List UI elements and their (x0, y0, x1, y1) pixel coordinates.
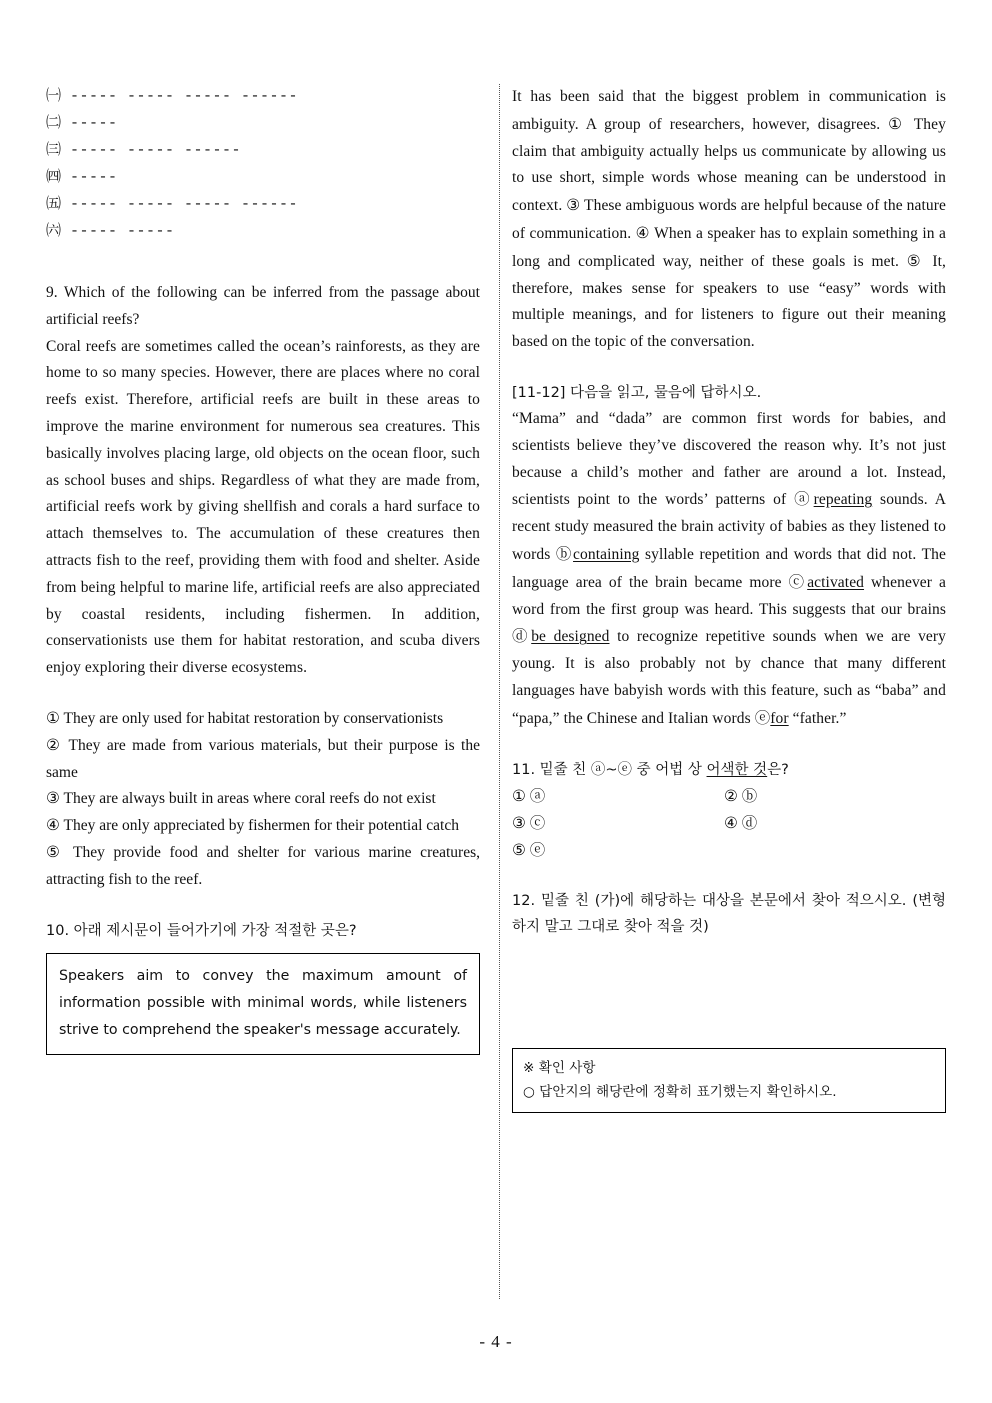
insertion-marker-4[interactable]: ④ (635, 223, 651, 242)
question-11-prompt (512, 757, 946, 783)
question-9-choice-2[interactable]: ② They are made from various materials, but their purpose is the same (46, 736, 480, 781)
blank-dashes-1: ----- ----- ----- ------ (70, 88, 299, 105)
question-11-choice-4[interactable]: ④ ⓓ (724, 814, 758, 832)
question-9-passage: Coral reefs are sometimes called the ocean’s rainforests, as they are home to so many species. However, there are places where no coral reefs exist. Therefore, artificial reefs are built in these areas to improve the marine environment for numerous sea creatures. This basically involves placing large, old objects on the ocean floor, such as school buses and ships. Regardless of what they are made from, artificial reefs work by giving shellfish and corals a hard surface to attach themselves to. The accumulation of these creatures then attracts fish to the reef, providing them with food and shelter. Aside from being helpful to marine life, artificial reefs are also appreciated by coastal residents, including fishermen. In addition, conservationists use them for habitat restoration, and scuba divers enjoy exploring their diverse ecosystems. (46, 337, 480, 677)
question-11-choice-1[interactable]: ① ⓐ (512, 787, 546, 805)
question-10-prompt: 10. 아래 제시문이 들어가기에 가장 적절한 곳은? (46, 922, 357, 939)
question-9-choice-4[interactable]: ④ They are only appreciated by fishermen for their potential catch (46, 817, 459, 835)
question-9-prompt: 9. Which of the following can be inferred from the passage about artificial reefs? (46, 284, 480, 328)
blank-line-item (46, 111, 480, 138)
marker-e: ⓔ (754, 708, 771, 727)
underlined-c: activated (807, 573, 865, 591)
blank-dashes-6: ----- ----- (70, 223, 175, 240)
passage-part-6: “father.” (788, 709, 847, 727)
blank-line-item (46, 138, 480, 165)
question-11-prompt-after: 은? (767, 761, 789, 778)
blank-line-item (46, 84, 480, 111)
insertion-marker-5[interactable]: ⑤ (906, 251, 925, 270)
underlined-d: be designed (531, 628, 610, 646)
ambiguity-text-part-1: It has been said that the biggest problem in communication is ambiguity. A group of researchers, however, disagrees. (512, 88, 946, 133)
blank-line-item (46, 219, 480, 246)
ambiguity-text-part-3: These ambiguous words are helpful because of the nature of communication. (512, 197, 946, 242)
blank-dashes-3: ----- ----- ------ (70, 142, 242, 159)
question-11-prompt-underlined: 어색한 것 (706, 761, 768, 778)
blank-line-item (46, 165, 480, 192)
blank-marker-5: ㈤ (46, 194, 62, 212)
blank-marker-4: ㈣ (46, 167, 62, 185)
ambiguity-text-part-5: It, therefore, makes sense for speakers to use “easy” words with multiple meanings, and for listeners to figure out their meaning based on the topic of the conversation. (512, 252, 946, 351)
section-11-12-header: [11-12] 다음을 읽고, 물음에 답하시오. (512, 384, 762, 401)
underlined-e: for (770, 709, 789, 727)
question-11-choice-2[interactable]: ② ⓑ (724, 787, 758, 805)
notice-item: ○ 답안지의 해당란에 정확히 표기했는지 확인하시오. (523, 1083, 837, 1100)
insertion-marker-3[interactable]: ③ (566, 196, 581, 215)
blank-dashes-5: ----- ----- ----- ------ (70, 196, 299, 213)
question-11-choice-spacer (724, 837, 936, 864)
blank-marker-3: ㈢ (46, 140, 62, 158)
blank-dashes-2: ----- (70, 115, 118, 132)
question-9-choice-3[interactable]: ③ They are always built in areas where coral reefs do not exist (46, 790, 436, 808)
marker-b: ⓑ (555, 544, 574, 563)
right-column (512, 84, 946, 1113)
underlined-b: containing (573, 545, 640, 563)
passage-part-2: sounds. A recent study measured the brain activity of babies as they listened to words (512, 491, 946, 563)
passage-part-4: whenever a word from the first group was heard. This suggests that our brains (512, 573, 946, 618)
page-number: - 4 - (479, 1332, 513, 1351)
marker-c: ⓒ (788, 572, 808, 591)
passage-part-3: syllable repetition and words that did not. The language area of the brain became more (512, 545, 946, 591)
left-column (46, 84, 480, 1055)
question-11-prompt-before: 11. 밑줄 친 ⓐ~ⓔ 중 어법 상 (512, 761, 707, 778)
question-9-choice-1[interactable]: ① They are only used for habitat restoration by conservationists (46, 709, 444, 727)
question-10-box-text: Speakers aim to convey the maximum amount of information possible with minimal words, while listeners strive to comprehend the speaker's message accurately. (59, 967, 467, 1038)
insertion-marker-1[interactable]: ① (888, 114, 907, 133)
confirmation-notice-box (512, 1048, 946, 1113)
blank-marker-1: ㈠ (46, 86, 62, 104)
question-11-choice-3[interactable]: ③ ⓒ (512, 814, 546, 832)
question-11-choice-5[interactable]: ⑤ ⓔ (512, 841, 546, 859)
blank-line-item (46, 192, 480, 219)
ambiguity-passage (512, 84, 946, 356)
ambiguity-text-part-2: They claim that ambiguity actually helps us communicate by allowing us to use short, simple words whose meaning can be understood in context. (512, 115, 946, 215)
blank-answer-lines (46, 84, 480, 246)
marker-a: ⓐ (794, 490, 814, 509)
question-11-choices (512, 783, 946, 864)
blank-marker-6: ㈥ (46, 221, 62, 239)
column-divider (499, 84, 500, 1299)
question-12-prompt: 12. 밑줄 친 (가)에 해당하는 대상을 본문에서 찾아 적으시오. (변형하지 말고 그대로 찾아 적을 것) (512, 892, 946, 935)
passage-part-5: to recognize repetitive sounds when we are very young. It is also probably not by chance that many different languages have babyish words with this feature, such as “baba” and “papa,” the Chinese and Italian words (512, 628, 947, 727)
ambiguity-text-part-4: When a speaker has to explain something in a long and complicated way, neither of these goals is met. (512, 224, 946, 270)
marker-d: ⓓ (512, 627, 532, 646)
question-9-choice-5[interactable]: ⑤ They provide food and shelter for various marine creatures, attracting fish to the reef. (46, 843, 480, 888)
blank-marker-2: ㈡ (46, 113, 62, 131)
passage-part-1: “Mama” and “dada” are common first words for babies, and scientists believe they’ve discovered the reason why. It’s not just because a child’s mother and father are around a lot. Instead, scientists point to the words’ patterns of (512, 409, 946, 509)
question-9-choices (46, 706, 480, 894)
question-10-insert-box (46, 953, 480, 1055)
underlined-a: repeating (813, 491, 873, 509)
blank-dashes-4: ----- (70, 169, 118, 186)
notice-title: ※ 확인 사항 (523, 1059, 596, 1076)
section-11-12-passage (512, 406, 946, 733)
